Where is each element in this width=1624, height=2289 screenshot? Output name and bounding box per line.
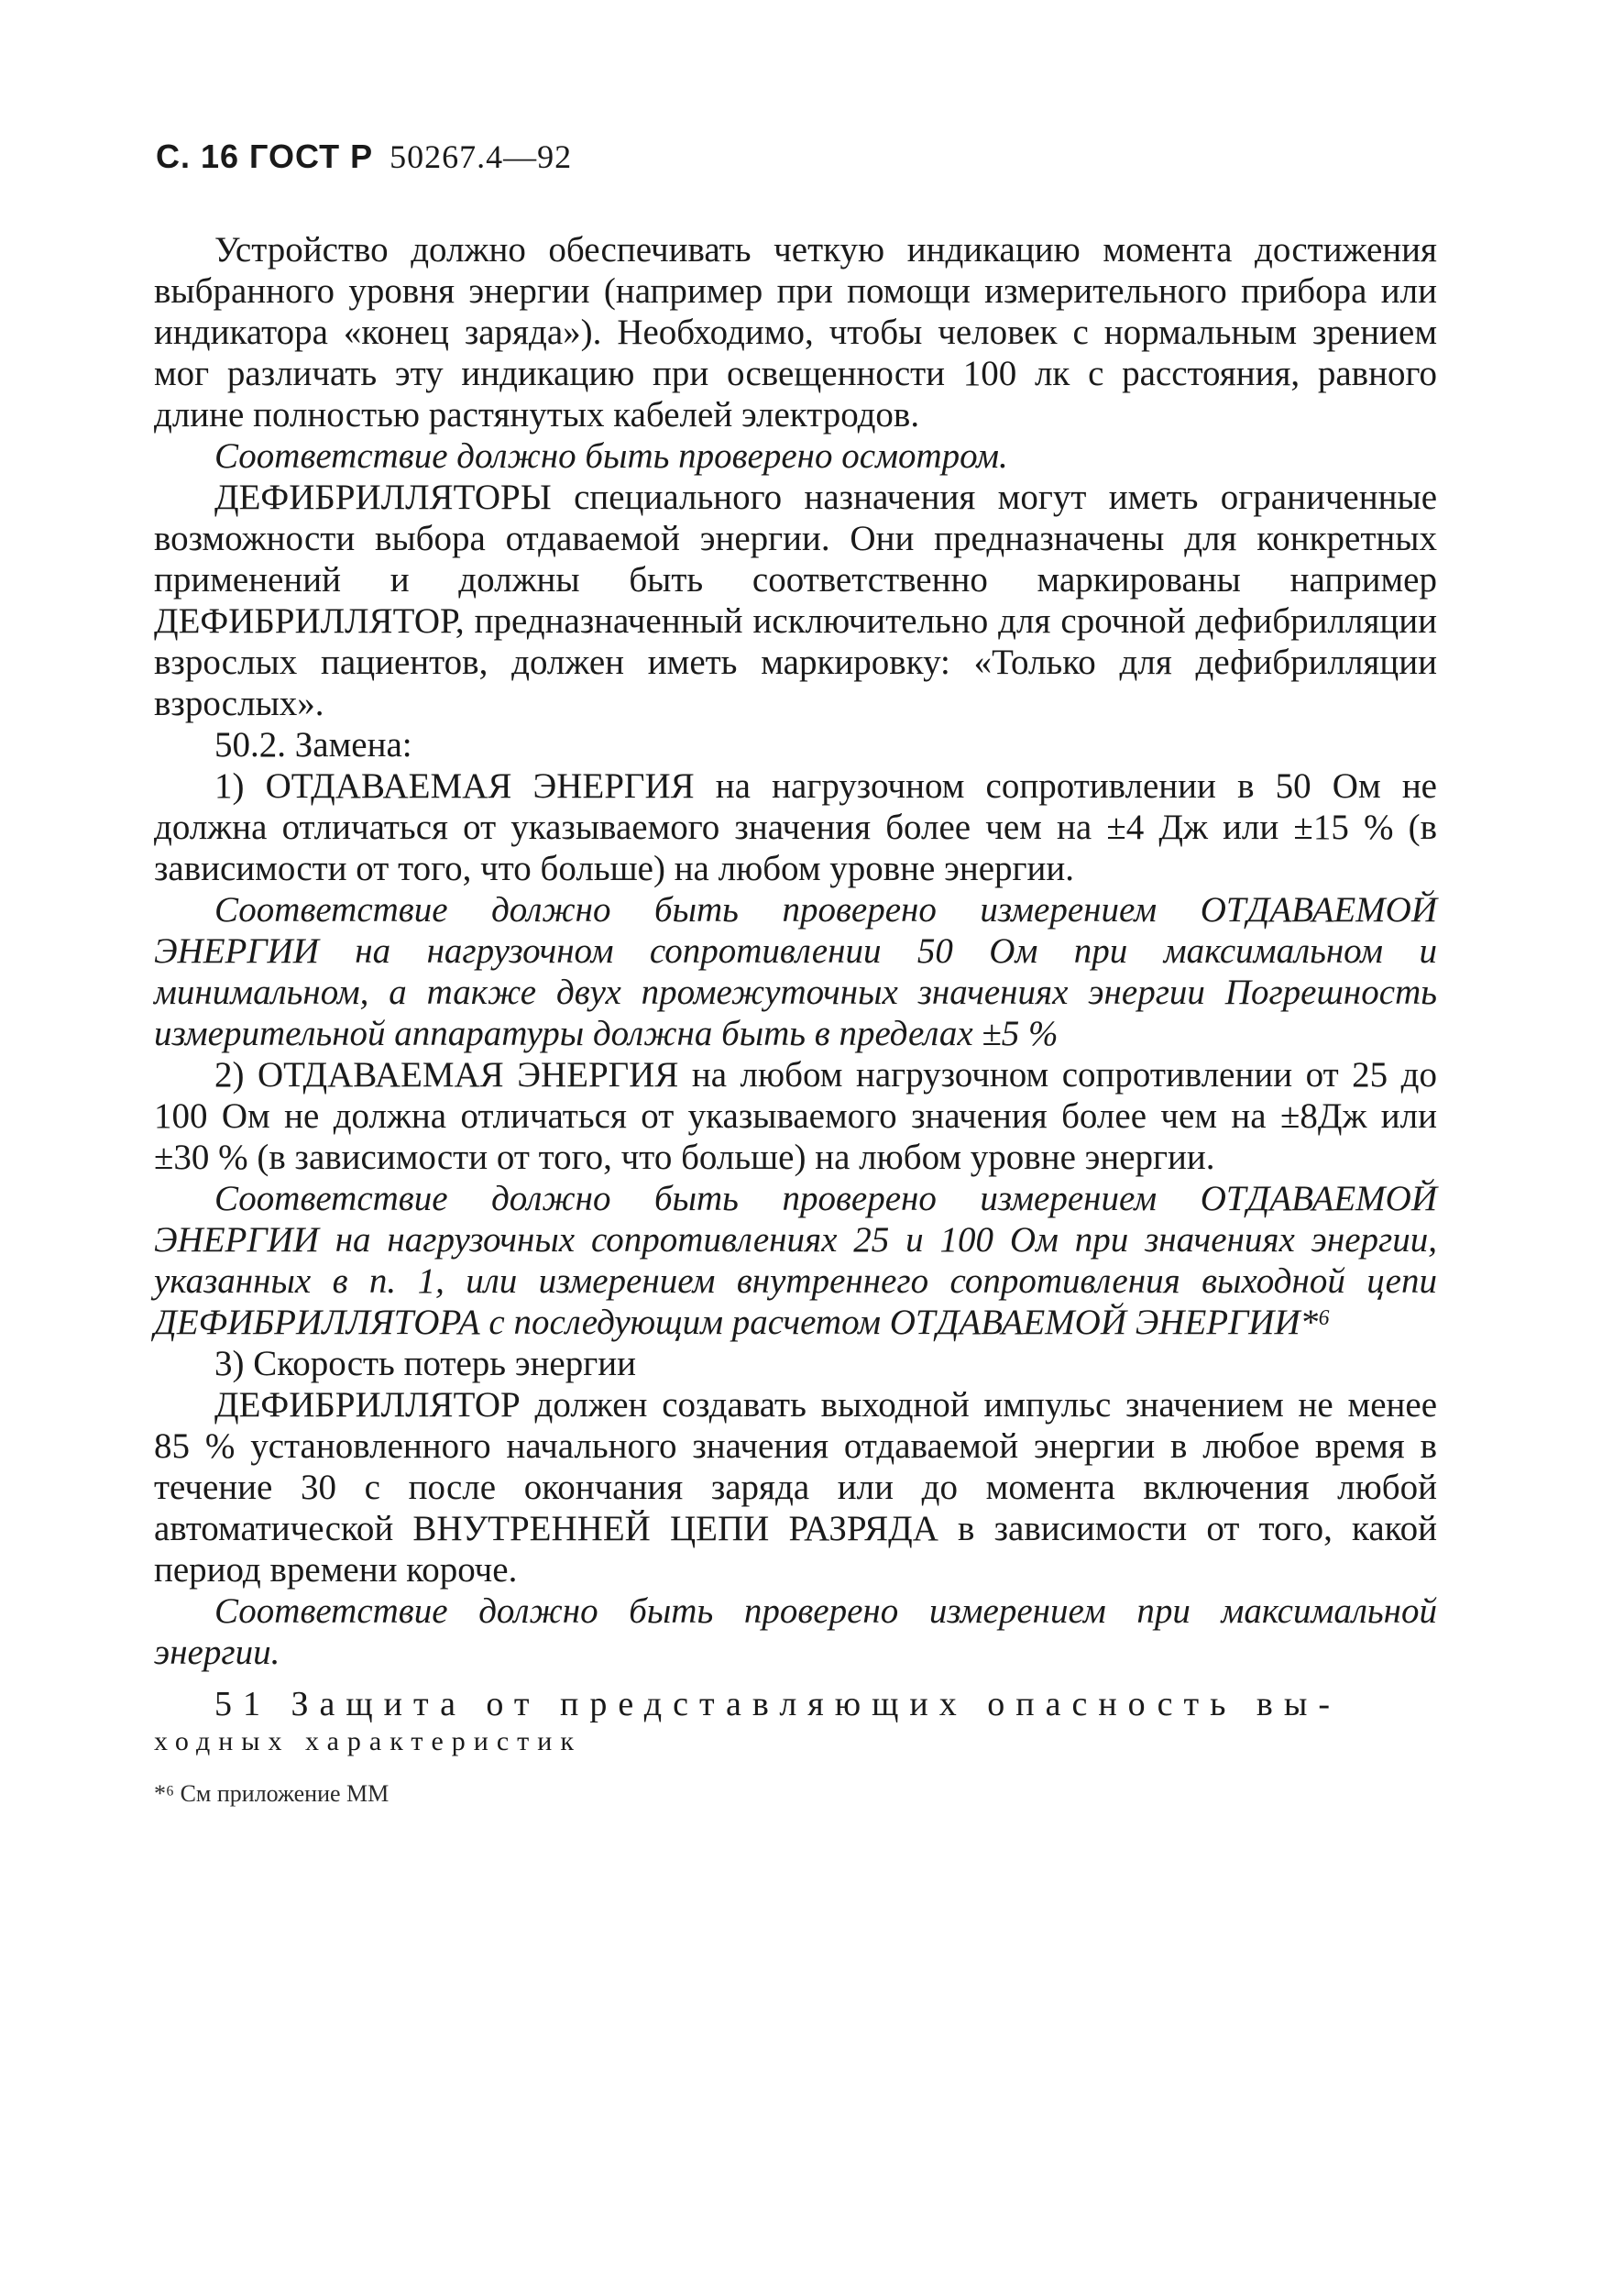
section-51-heading: [154, 1684, 1437, 1758]
item-1-delivered-energy: 1) ОТДАВАЕМАЯ ЭНЕРГИЯ на нагрузочном сопротивлении в 50 Ом не должна отличаться от указываемого значения более чем на ±4 Дж или ±15 % (в зависимости от того, что больше) на любом уровне энергии.: [154, 766, 1437, 888]
section-51-title-line2: ходных характеристик: [154, 1726, 582, 1756]
compliance-note-item-1: Соответствие должно быть проверено измерением ОТДАВАЕМОЙ ЭНЕРГИИ на нагрузочном сопротивлении 50 Ом при максимальном и минимальном, а также двух промежуточных значениях энергии Погрешность измерительной аппаратуры должна быть в пределах ±5 %: [154, 890, 1437, 1053]
clause-50-2-heading: 50.2. Замена:: [214, 725, 412, 765]
page-header: [156, 138, 572, 176]
compliance-note-item-3: Соответствие должно быть проверено измерением при максимальной энергии.: [154, 1591, 1437, 1672]
page-label: С. 16 ГОСТ Р: [156, 138, 374, 175]
item-2-delivered-energy: 2) ОТДАВАЕМАЯ ЭНЕРГИЯ на любом нагрузочном сопротивлении от 25 до 100 Ом не должна отличаться от указываемого значения более чем на ±8Дж или ±30 % (в зависимости от того, что больше) на любом уровне энергии.: [154, 1055, 1437, 1177]
standard-number: 50267.4—92: [390, 138, 573, 175]
footnote: *⁶ См приложение ММ: [154, 1780, 390, 1807]
paragraph-indication: Устройство должно обеспечивать четкую индикацию момента достижения выбранного уровня энергии (например при помощи измерительного прибора или индикатора «конец заряда»). Необходимо, чтобы человек с нормальным зрением мог различать эту индикацию при освещенности 100 лк с расстояния, равного длине полностью растянутых кабелей электродов.: [154, 230, 1437, 435]
compliance-note-inspection: Соответствие должно быть проверено осмотром.: [214, 436, 1008, 476]
item-3-text: ДЕФИБРИЛЛЯТОР должен создавать выходной импульс значением не менее 85 % установленного начального значения отдаваемой энергии в любое время в течение 30 с после окончания заряда или до момента включения любой автоматической ВНУТРЕННЕЙ ЦЕПИ РАЗРЯДА в зависимости от того, какой период времени короче.: [154, 1385, 1437, 1590]
paragraph-special-defibrillators: ДЕФИБРИЛЛЯТОРЫ специального назначения могут иметь ограниченные возможности выбора отдаваемой энергии. Они предназначены для конкретных применений и должны быть соответственно маркированы например ДЕФИБРИЛЛЯТОР, предназначенный исключительно для срочной дефибрилляции взрослых пациентов, должен иметь маркировку: «Только для дефибрилляции взрослых».: [154, 478, 1437, 723]
item-3-heading: 3) Скорость потерь энергии: [214, 1344, 636, 1383]
document-body: [154, 229, 1437, 1810]
compliance-note-item-2: Соответствие должно быть проверено измерением ОТДАВАЕМОЙ ЭНЕРГИИ на нагрузочных сопротивлениях 25 и 100 Ом при значениях энергии, указанных в п. 1, или измерением внутреннего сопротивления выходной цепи ДЕФИБРИЛЛЯТОРА с последующим расчетом ОТДАВАЕМОЙ ЭНЕРГИИ*⁶: [154, 1179, 1437, 1342]
section-51-title-line1: 51 Защита от представляющих опасность вы-: [214, 1685, 1342, 1723]
